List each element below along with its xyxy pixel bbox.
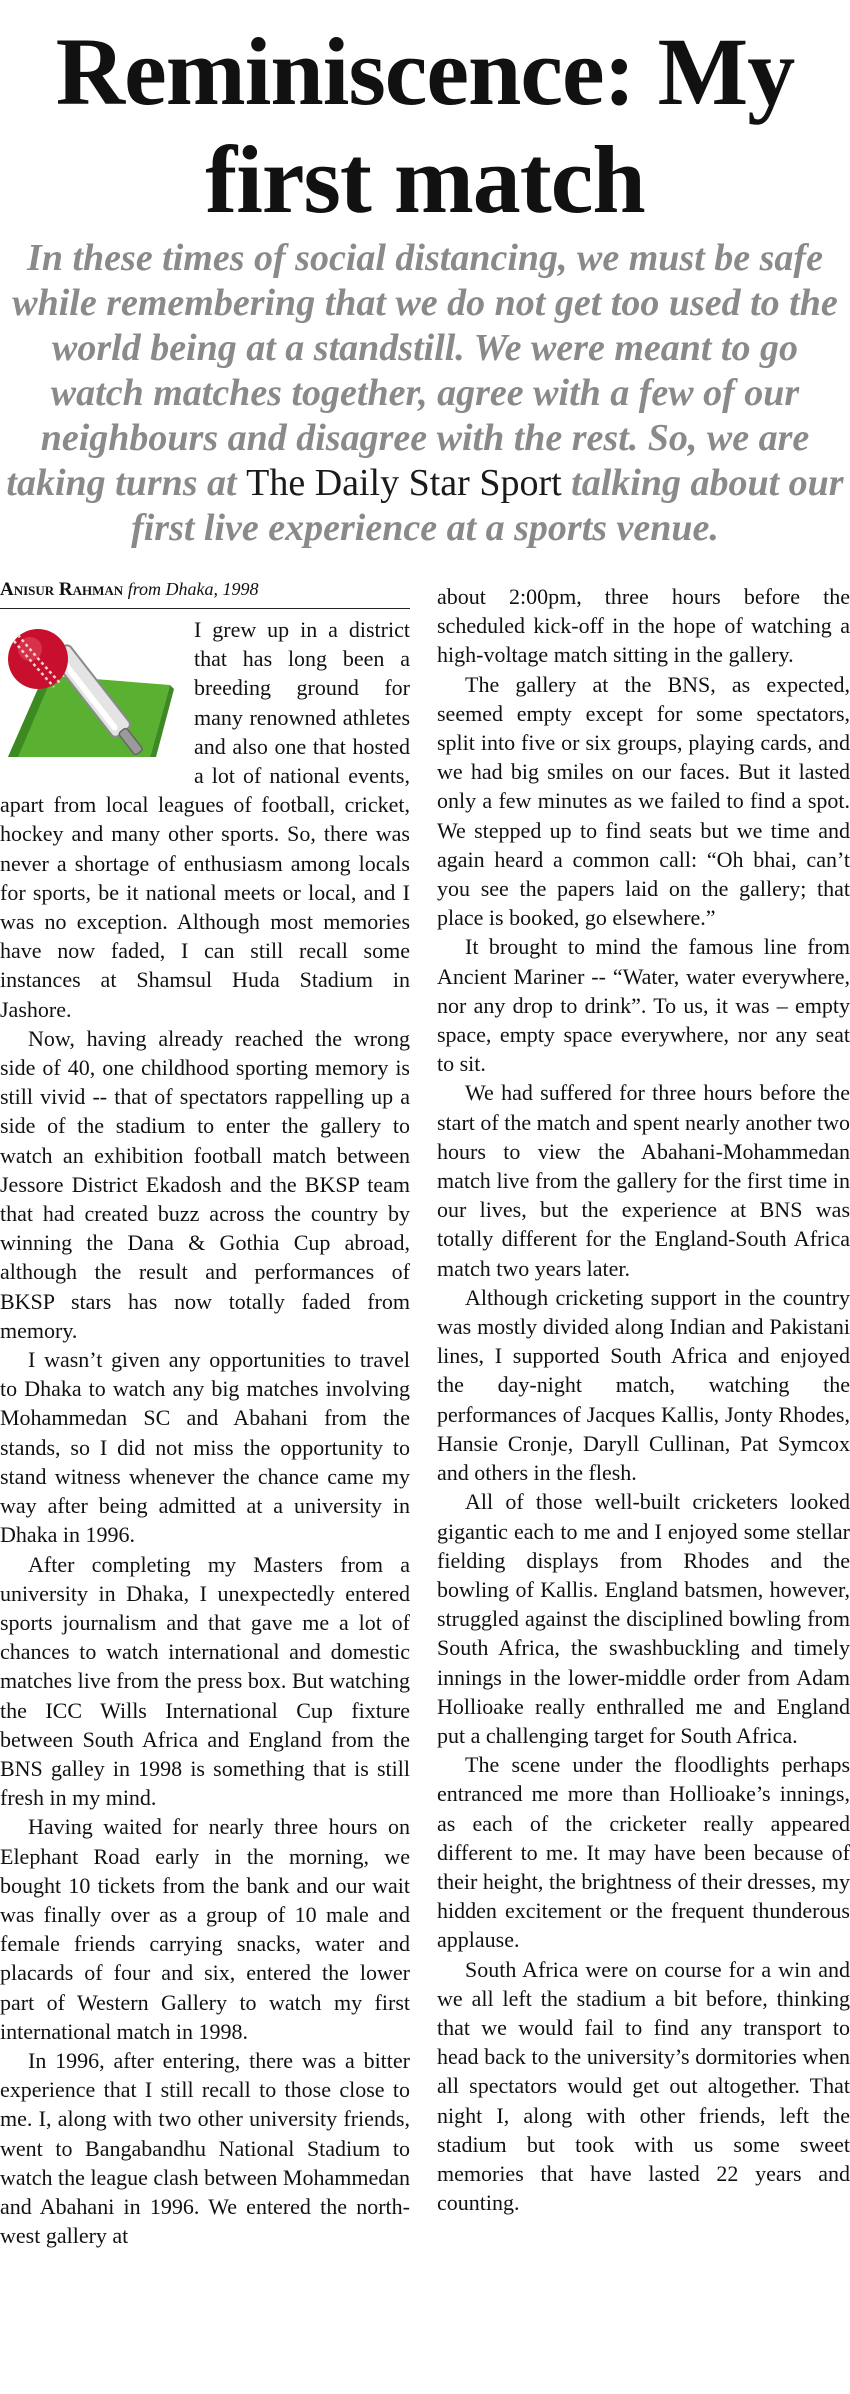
article-paragraph: Although cricketing support in the country was mostly divided along Indian and Pakistani lines, I supported South Africa and enjoyed the day-night match, watching the performances of Jacques Kallis, Jonty Rhodes, Hansie Cronje, Daryll Cullinan, Pat Symcox and others in the flesh.: [437, 1284, 850, 1486]
article-paragraph: In 1996, after entering, there was a bitter experience that I still recall to those close to me. I, along with two other university friends, went to Bangabandhu National Stadium to watch the league clash between Mohammedan and Abahani in 1996. We entered the north-west gallery at: [0, 2047, 410, 2249]
article-paragraph: I grew up in a district that has long been a breeding ground for many renowned athletes and also one that hosted a lot of national events, apart from local leagues of football, cricket, hockey and many other sports. So, there was never a shortage of enthusiasm among locals for sports, be it national meets or local, and I was no exception. Although most memories have now faded, I can still recall some instances at Shamsul Huda Stadium in Jashore.: [0, 617, 410, 1022]
standfirst-text: In these times of social distancing, we must be safe while remembering that we do not get too used to the world being at a standstill. We were meant to go watch matches together, agree with a few of our neighbours and disagree with the rest. So, we are taking turns at: [6, 237, 838, 504]
article-paragraph: South Africa were on course for a win and we all left the stadium a bit before, thinking that we would fail to find any transport to head back to the university’s dormitories when all spectators would get out altogether. That night I, along with other friends, left the stadium but took with us some sweet memories that have lasted 22 years and counting.: [437, 1956, 850, 2216]
byline: [0, 578, 410, 609]
standfirst: [6, 236, 844, 551]
standfirst-text-end: talking about our first live experience at a sports venue.: [131, 462, 844, 549]
cricket-ball-and-bat-icon: [0, 617, 180, 761]
article-paragraph: After completing my Masters from a university in Dhaka, I unexpectedly entered sports journalism and that gave me a lot of chances to watch international and domestic matches live from the press box. But watching the ICC Wills International Cup fixture between South Africa and England from the BNS galley in 1998 is something that is still fresh in my mind.: [0, 1551, 410, 1811]
headline: Reminiscence: My first match: [55, 18, 795, 233]
byline-location: from Dhaka, 1998: [127, 579, 259, 599]
article-paragraph: We had suffered for three hours before the start of the match and spent nearly another two hours to view the Abahani-Mohammedan match live from the gallery for the first time in our lives, but the experience at BNS was totally different for the England-South Africa match two years later.: [437, 1080, 850, 1281]
byline-author: Anisur Rahman: [0, 579, 124, 600]
article-column-left: [0, 578, 410, 2250]
article-paragraph: All of those well-built cricketers looked gigantic each to me and I enjoyed some stellar fielding displays from Rhodes and the bowling of Kallis. England batsmen, however, struggled against the disciplined bowling from South Africa, the swashbuckling and timely innings in the lower-middle order from Adam Hollioake really enthralled me and England put a challenging target for South Africa.: [437, 1489, 850, 1748]
article-column-right: [437, 582, 850, 2217]
article-paragraph: The scene under the floodlights perhaps entranced me more than Hollioake’s innings, as each of the cricketer really appeared different to me. It may have been because of their height, the brightness of their dresses, my hidden excitement or the frequent thunderous applause.: [437, 1752, 850, 1953]
standfirst-brand: The Daily Star Sport: [246, 462, 562, 504]
article-paragraph: It brought to mind the famous line from Ancient Mariner -- “Water, water everywhere, nor any drop to drink”. To us, it was – empty space, empty space everywhere, nor any seat to sit.: [437, 934, 850, 1077]
article-paragraph: about 2:00pm, three hours before the scheduled kick-off in the hope of watching a high-voltage match sitting in the gallery.: [437, 584, 850, 668]
article-paragraph: Now, having already reached the wrong side of 40, one childhood sporting memory is still vivid -- that of spectators rappelling up a side of the stadium to enter the gallery to watch an exhibition football match between Jessore District Ekadosh and the BKSP team that had created buzz across the country by winning the Dana & Gothia Cup abroad, although the result and performances of BKSP stars has now totally faded from memory.: [0, 1025, 410, 1343]
article-paragraph: The gallery at the BNS, as expected, seemed empty except for some spectators, split into five or six groups, playing cards, and we had big smiles on our faces. But it lasted only a few minutes as we failed to find a spot. We stepped up to find seats but we time and again heard a common call: “Oh bhai, can’t you see the papers laid on the gallery; that place is booked, go elsewhere.”: [437, 671, 850, 931]
article-paragraph: Having waited for nearly three hours on Elephant Road early in the morning, we bought 10 tickets from the bank and our wait was finally over as a group of 10 male and female friends carrying snacks, water and placards of four and six, entered the lower part of Western Gallery to watch my first international match in 1998.: [0, 1814, 410, 2044]
article-paragraph: I wasn’t given any opportunities to travel to Dhaka to watch any big matches involving Mohammedan SC and Abahani from the stands, so I did not miss the opportunity to stand witness whenever the chance came my way after being admitted at a university in Dhaka in 1996.: [0, 1347, 410, 1548]
